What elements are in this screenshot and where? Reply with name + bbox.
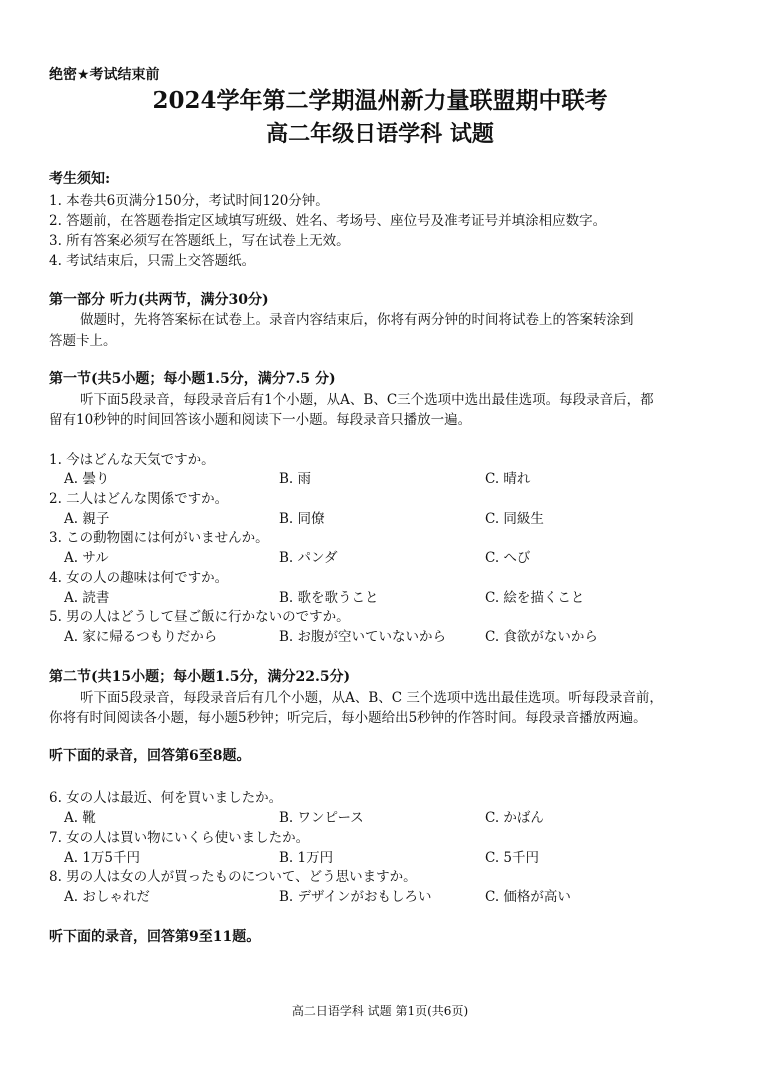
option-a: A. 靴 <box>64 810 96 826</box>
exam-subtitle: 高二年级日语学科 试题 <box>266 121 494 147</box>
option-a: A. 親子 <box>64 511 110 527</box>
page-footer: 高二日语学科 试题 第1页(共6页) <box>291 1004 469 1018</box>
section1-instruction: 留有10秒钟的时间回答该小题和阅读下一小题。每段录音只播放一遍。 <box>49 412 472 428</box>
option-a: A. 曇り <box>64 471 110 487</box>
option-b: B. パンダ <box>279 550 338 566</box>
option-a: A. 1万5千円 <box>64 850 141 866</box>
option-a: A. 読書 <box>64 590 110 606</box>
question-text: 8. 男の人は女の人が買ったものについて、どう思いますか。 <box>49 869 417 885</box>
option-b: B. 1万円 <box>279 850 334 866</box>
question-text: 7. 女の人は買い物にいくら使いましたか。 <box>49 830 310 846</box>
question-text: 2. 二人はどんな関係ですか。 <box>49 491 229 507</box>
section2-heading: 第二节(共15小题；每小题1.5分，满分22.5分) <box>49 669 351 685</box>
option-c: C. かばん <box>485 810 544 826</box>
part1-heading: 第一部分 听力(共两节，满分30分) <box>49 292 269 308</box>
notice-item: 4. 考试结束后，只需上交答题纸。 <box>49 253 256 269</box>
option-b: B. デザインがおもしろい <box>279 889 432 905</box>
notice-heading: 考生须知: <box>49 171 111 187</box>
part1-instruction: 答题卡上。 <box>49 333 117 349</box>
part1-instruction: 做题时，先将答案标在试卷上。录音内容结束后，你将有两分钟的时间将试卷上的答案转涂到 <box>80 312 634 328</box>
exam-title: 2024学年第二学期温州新力量联盟期中联考 <box>152 87 608 114</box>
listen-prompt: 听下面的录音，回答第9至11题。 <box>49 929 261 945</box>
section1-instruction: 听下面5段录音，每段录音后有1个小题，从A、B、C三个选项中选出最佳选项。每段录音后，都 <box>80 392 654 408</box>
question-text: 5. 男の人はどうして昼ご飯に行かないのですか。 <box>49 609 350 625</box>
notice-item: 2. 答题前，在答题卷指定区域填写班级、姓名、考场号、座位号及准考证号并填涂相应数字。 <box>49 213 607 229</box>
section2-instruction: 听下面5段录音，每段录音后有几个小题，从A、B、C 三个选项中选出最佳选项。听每段录音前， <box>80 690 663 706</box>
notice-item: 1. 本卷共6页满分150分，考试时间120分钟。 <box>49 193 329 209</box>
option-c: C. 価格が高い <box>485 889 571 905</box>
option-b: B. ワンピース <box>279 810 364 826</box>
option-c: C. 同級生 <box>485 511 544 527</box>
option-c: C. 食欲がないから <box>485 629 598 645</box>
option-a: A. 家に帰るつもりだから <box>64 629 218 645</box>
question-text: 6. 女の人は最近、何を買いましたか。 <box>49 790 283 806</box>
listen-prompt: 听下面的录音，回答第6至8题。 <box>49 748 251 764</box>
option-c: C. 絵を描くこと <box>485 590 585 606</box>
option-b: B. 雨 <box>279 471 312 487</box>
confidential-label: 绝密★考试结束前 <box>49 67 160 83</box>
question-text: 1. 今はどんな天気ですか。 <box>49 452 215 468</box>
option-a: A. サル <box>64 550 109 566</box>
option-c: C. 5千円 <box>485 850 540 866</box>
option-b: B. お腹が空いていないから <box>279 629 447 645</box>
section2-instruction: 你将有时间阅读各小题，每小题5秒钟；听完后，每小题给出5秒钟的作答时间。每段录音播放两遍。 <box>49 710 647 726</box>
option-b: B. 同僚 <box>279 511 325 527</box>
notice-item: 3. 所有答案必须写在答题纸上，写在试卷上无效。 <box>49 233 350 249</box>
option-b: B. 歌を歌うこと <box>279 590 379 606</box>
question-text: 3. この動物園には何がいませんか。 <box>49 530 269 546</box>
section1-heading: 第一节(共5小题；每小题1.5分，满分7.5 分) <box>49 371 336 387</box>
option-a: A. おしゃれだ <box>64 889 150 905</box>
question-text: 4. 女の人の趣味は何ですか。 <box>49 570 229 586</box>
option-c: C. 晴れ <box>485 471 531 487</box>
option-c: C. へび <box>485 550 531 566</box>
